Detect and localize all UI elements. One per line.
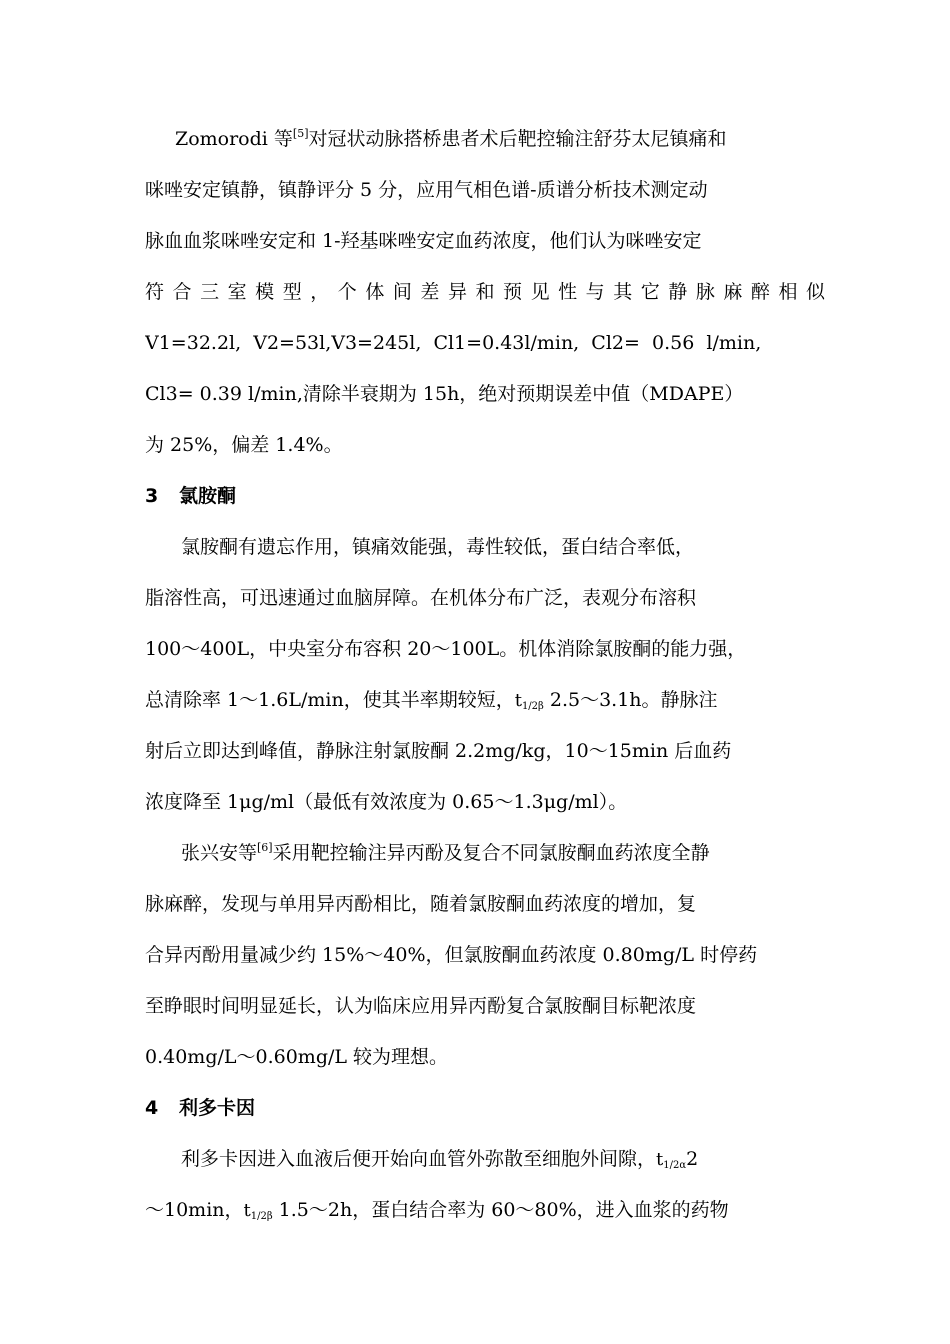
paragraph-2-line-6: 浓度降至 1μg/ml（最低有效浓度为 0.65～1.3μg/ml）。 [145,791,628,813]
paragraph-1-line-2: 咪唑安定镇静，镇静评分 5 分，应用气相色谱-质谱分析技术测定动 [145,179,708,201]
section-title: 利多卡因 [179,1097,256,1119]
paragraph-3-line-2: 脉麻醉，发现与单用异丙酚相比，随着氯胺酮血药浓度的增加，复 [145,893,697,915]
paragraph-4-line-2 [145,1198,825,1222]
text-span: 采用靶控输注异丙酚及复合不同氯胺酮血药浓度全静 [272,842,710,864]
symbol-t: t [656,1149,664,1170]
paragraph-1-line-6: Cl3= 0.39 l/min,清除半衰期为 15h，绝对预期误差中值（MDAPE） [145,383,744,405]
text-span: 利多卡因进入血液后便开始向血管外弥散至细胞外间隙， [181,1148,657,1170]
citation-ref-6: [6] [257,841,273,854]
symbol-t: t [243,1200,251,1221]
paragraph-3-line-1 [145,841,825,865]
section-heading-3 [145,484,825,508]
text-span: 2.5～3.1h。静脉注 [543,689,718,711]
paragraph-4-line-1 [145,1147,825,1171]
text-span: 1.5～2h，蛋白结合率为 60～80%，进入血浆的药物 [272,1199,729,1221]
paragraph-1-line-1 [145,127,825,151]
paragraph-2-line-3: 100～400L，中央室分布容积 20～100L。机体消除氯胺酮的能力强， [145,638,747,660]
text-span: Zomorodi 等 [175,128,293,150]
paragraph-2-line-1: 氯胺酮有遗忘作用，镇痛效能强，毒性较低，蛋白结合率低， [181,536,695,558]
subscript: 1/2β [521,701,544,712]
section-number: 4 [145,1097,159,1119]
document-body [145,127,825,1249]
subscript: 1/2β [250,1211,273,1222]
section-title: 氯胺酮 [179,485,237,507]
paragraph-2-line-5: 射后立即达到峰值，静脉注射氯胺酮 2.2mg/kg，10～15min 后血药 [145,740,732,762]
text-span: 总清除率 1～1.6L/min，使其半率期较短， [145,689,515,711]
text-span: 张兴安等 [181,842,258,864]
text-span: ～10min， [145,1199,244,1221]
subscript: 1/2α [663,1160,687,1171]
paragraph-1-line-3: 脉血血浆咪唑安定和 1-羟基咪唑安定血药浓度，他们认为咪唑安定 [145,230,702,252]
paragraph-1-line-4: 符合三室模型，个体间差异和预见性与其它静脉麻醉相似 [145,281,825,303]
paragraph-1-line-5: V1=32.2l, V2=53l,V3=245l, Cl1=0.43l/min, Cl2= 0.56 l/min, [145,332,762,354]
paragraph-3-line-4: 至睁眼时间明显延长，认为临床应用异丙酚复合氯胺酮目标靶浓度 [145,995,697,1017]
text-span: 2 [686,1148,699,1170]
paragraph-2-line-4 [145,688,825,712]
section-number: 3 [145,485,159,507]
section-heading-4 [145,1096,825,1120]
paragraph-1-line-7: 为 25%，偏差 1.4%。 [145,434,343,456]
paragraph-3-line-3: 合异丙酚用量减少约 15%～40%，但氯胺酮血药浓度 0.80mg/L 时停药 [145,944,758,966]
paragraph-2-line-2: 脂溶性高，可迅速通过血脑屏障。在机体分布广泛，表观分布溶积 [145,587,697,609]
citation-ref-5: [5] [292,127,309,140]
symbol-t: t [514,690,522,711]
text-span: 对冠状动脉搭桥患者术后靶控输注舒芬太尼镇痛和 [308,128,727,150]
paragraph-3-line-5: 0.40mg/L～0.60mg/L 较为理想。 [145,1046,449,1068]
